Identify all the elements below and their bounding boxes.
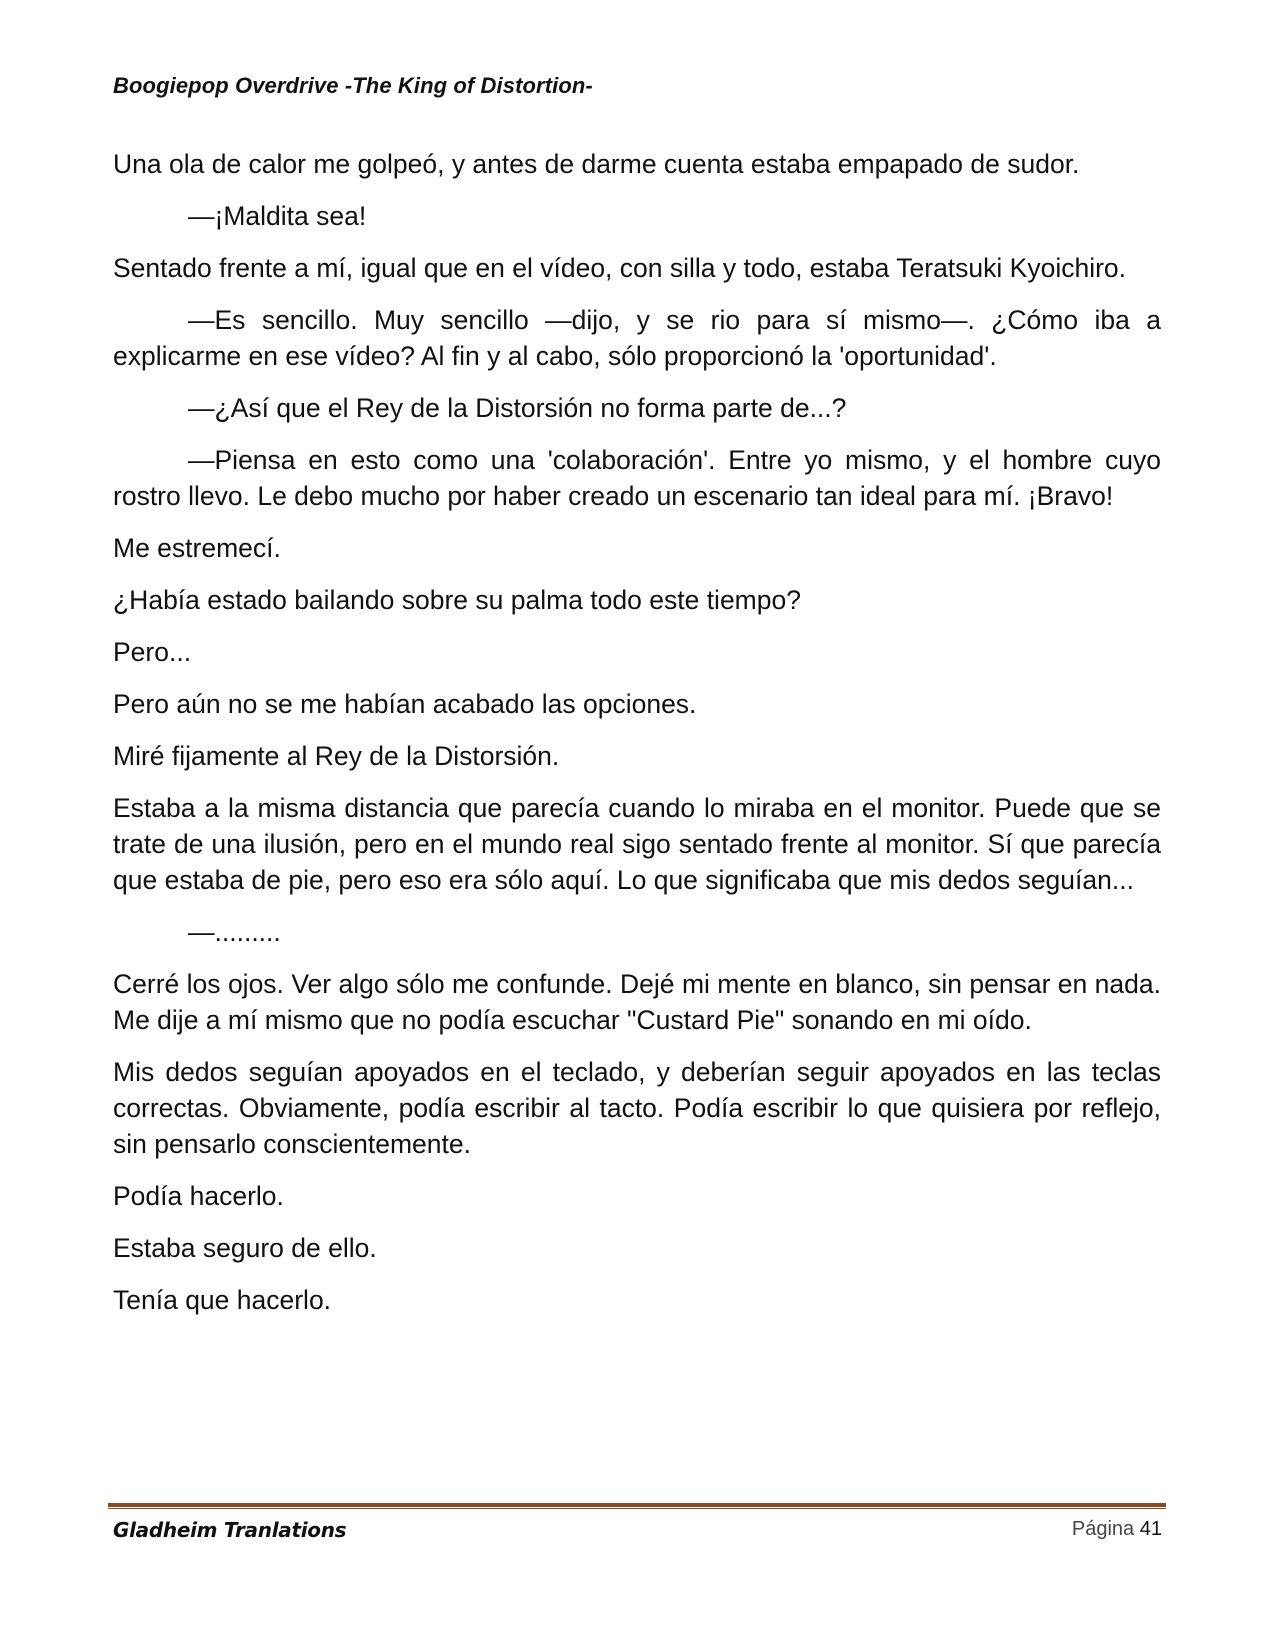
page-number: 41 — [1139, 1518, 1162, 1540]
dialog-paragraph: —......... — [188, 917, 281, 947]
paragraph: Cerré los ojos. Ver algo sólo me confunde. Dejé mi mente en blanco, sin pensar en nada. Me dije a mí mismo que no podía escuchar "Custard Pie" sonando en mi oído. — [113, 969, 1161, 1035]
paragraph: Mis dedos seguían apoyados en el teclado, y deberían seguir apoyados en las teclas correctas. Obviamente, podía escribir al tacto. Podía escribir lo que quisiera por reflejo, sin pensarlo conscientemente. — [113, 1057, 1161, 1159]
footer-divider-thin — [108, 1508, 1166, 1509]
paragraph: Podía hacerlo. — [113, 1181, 284, 1211]
footer-divider — [108, 1503, 1166, 1509]
paragraph: Pero... — [113, 637, 192, 667]
dialog-paragraph: —Es sencillo. Muy sencillo —dijo, y se rio para sí mismo—. ¿Cómo iba a explicarme en ese vídeo? Al fin y al cabo, sólo proporcionó la 'oportunidad'. — [113, 305, 1161, 371]
dialog-paragraph: —¡Maldita sea! — [188, 201, 367, 231]
paragraph: Tenía que hacerlo. — [113, 1285, 332, 1315]
paragraph: Miré fijamente al Rey de la Distorsión. — [113, 741, 560, 771]
paragraph: ¿Había estado bailando sobre su palma todo este tiempo? — [113, 585, 801, 615]
page-number-block — [1072, 1518, 1162, 1541]
dialog-paragraph: —Piensa en esto como una 'colaboración'. Entre yo mismo, y el hombre cuyo rostro llevo. Le debo mucho por haber creado un escenario tan ideal para mí. ¡Bravo! — [113, 445, 1161, 511]
footer-credit: Gladheim Tranlations — [113, 1518, 347, 1542]
paragraph: Estaba seguro de ello. — [113, 1233, 377, 1263]
dialog-paragraph: —¿Así que el Rey de la Distorsión no forma parte de...? — [188, 393, 847, 423]
paragraph: Estaba a la misma distancia que parecía cuando lo miraba en el monitor. Puede que se trate de una ilusión, pero en el mundo real sigo sentado frente al monitor. Sí que parecía que estaba de pie, pero eso era sólo aquí. Lo que significaba que mis dedos seguían... — [113, 793, 1161, 895]
paragraph: Pero aún no se me habían acabado las opciones. — [113, 689, 697, 719]
paragraph: Una ola de calor me golpeó, y antes de darme cuenta estaba empapado de sudor. — [113, 149, 1080, 179]
footer-divider-thick — [108, 1503, 1166, 1507]
paragraph: Sentado frente a mí, igual que en el vídeo, con silla y todo, estaba Teratsuki Kyoichiro. — [113, 253, 1127, 283]
body-text — [113, 146, 1161, 1334]
running-header-title: Boogiepop Overdrive -The King of Distortion- — [113, 73, 593, 98]
paragraph: Me estremecí. — [113, 533, 281, 563]
page-label: Página — [1071, 1518, 1135, 1540]
